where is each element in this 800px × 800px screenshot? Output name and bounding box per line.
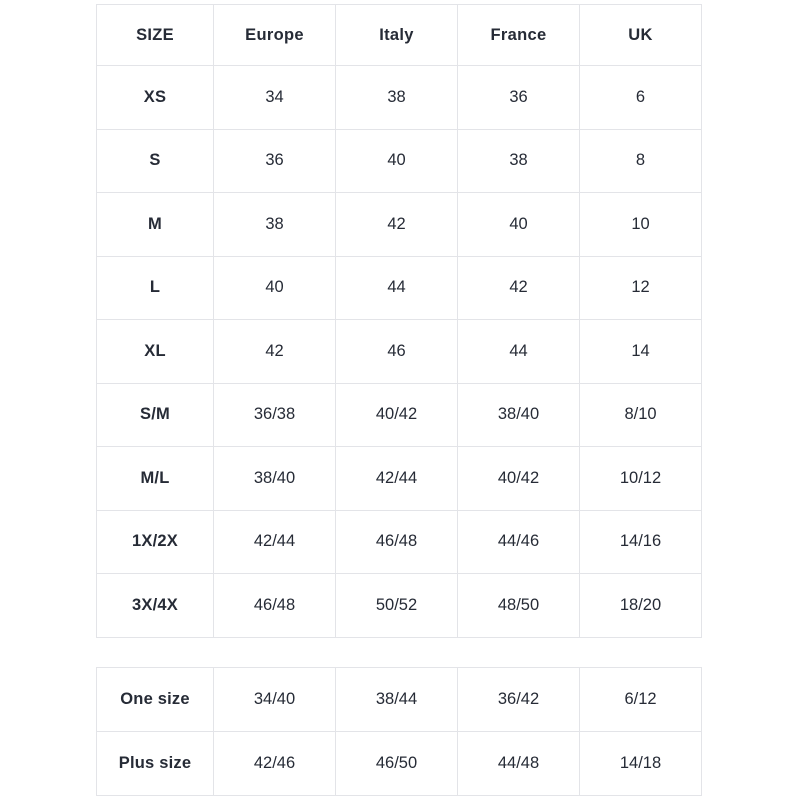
cell-europe: 42/46 — [214, 732, 336, 796]
table-row — [97, 256, 702, 320]
cell-italy: 44 — [336, 256, 458, 320]
table-row — [97, 129, 702, 193]
cell-uk: 18/20 — [580, 574, 702, 638]
cell-italy: 40/42 — [336, 383, 458, 447]
cell-france: 38/40 — [458, 383, 580, 447]
cell-france: 40 — [458, 193, 580, 257]
column-header-size: SIZE — [97, 5, 214, 66]
cell-france: 42 — [458, 256, 580, 320]
cell-uk: 8 — [580, 129, 702, 193]
cell-uk: 8/10 — [580, 383, 702, 447]
cell-italy: 46/50 — [336, 732, 458, 796]
cell-europe: 36/38 — [214, 383, 336, 447]
cell-italy: 46 — [336, 320, 458, 384]
row-label: One size — [97, 668, 214, 732]
column-header-france: France — [458, 5, 580, 66]
cell-europe: 38/40 — [214, 447, 336, 511]
row-label: S/M — [97, 383, 214, 447]
table-header-row — [97, 5, 702, 66]
table-row — [97, 574, 702, 638]
cell-europe: 34 — [214, 66, 336, 130]
cell-europe: 38 — [214, 193, 336, 257]
cell-italy: 42 — [336, 193, 458, 257]
table-row — [97, 668, 702, 732]
cell-uk: 14/16 — [580, 510, 702, 574]
cell-france: 48/50 — [458, 574, 580, 638]
cell-france: 44 — [458, 320, 580, 384]
cell-uk: 10/12 — [580, 447, 702, 511]
cell-uk: 14 — [580, 320, 702, 384]
row-label: M/L — [97, 447, 214, 511]
table-row — [97, 320, 702, 384]
row-label: S — [97, 129, 214, 193]
cell-uk: 14/18 — [580, 732, 702, 796]
row-label: 3X/4X — [97, 574, 214, 638]
table-row — [97, 66, 702, 130]
cell-europe: 46/48 — [214, 574, 336, 638]
cell-france: 44/46 — [458, 510, 580, 574]
row-label: 1X/2X — [97, 510, 214, 574]
cell-france: 36/42 — [458, 668, 580, 732]
row-label: XS — [97, 66, 214, 130]
cell-italy: 42/44 — [336, 447, 458, 511]
column-header-italy: Italy — [336, 5, 458, 66]
table-row — [97, 447, 702, 511]
cell-uk: 12 — [580, 256, 702, 320]
table-row — [97, 510, 702, 574]
cell-europe: 34/40 — [214, 668, 336, 732]
table-row — [97, 193, 702, 257]
cell-italy: 38 — [336, 66, 458, 130]
cell-france: 40/42 — [458, 447, 580, 511]
row-label: M — [97, 193, 214, 257]
cell-uk: 6 — [580, 66, 702, 130]
cell-europe: 40 — [214, 256, 336, 320]
cell-uk: 6/12 — [580, 668, 702, 732]
cell-france: 44/48 — [458, 732, 580, 796]
cell-italy: 38/44 — [336, 668, 458, 732]
column-header-europe: Europe — [214, 5, 336, 66]
cell-italy: 50/52 — [336, 574, 458, 638]
cell-europe: 42/44 — [214, 510, 336, 574]
cell-uk: 10 — [580, 193, 702, 257]
one-size-plus-size-table — [96, 667, 702, 796]
cell-france: 38 — [458, 129, 580, 193]
row-label: Plus size — [97, 732, 214, 796]
column-header-uk: UK — [580, 5, 702, 66]
table-row — [97, 383, 702, 447]
cell-europe: 42 — [214, 320, 336, 384]
size-conversion-table — [96, 4, 702, 638]
cell-europe: 36 — [214, 129, 336, 193]
cell-italy: 46/48 — [336, 510, 458, 574]
table-row — [97, 732, 702, 796]
cell-italy: 40 — [336, 129, 458, 193]
row-label: XL — [97, 320, 214, 384]
cell-france: 36 — [458, 66, 580, 130]
row-label: L — [97, 256, 214, 320]
